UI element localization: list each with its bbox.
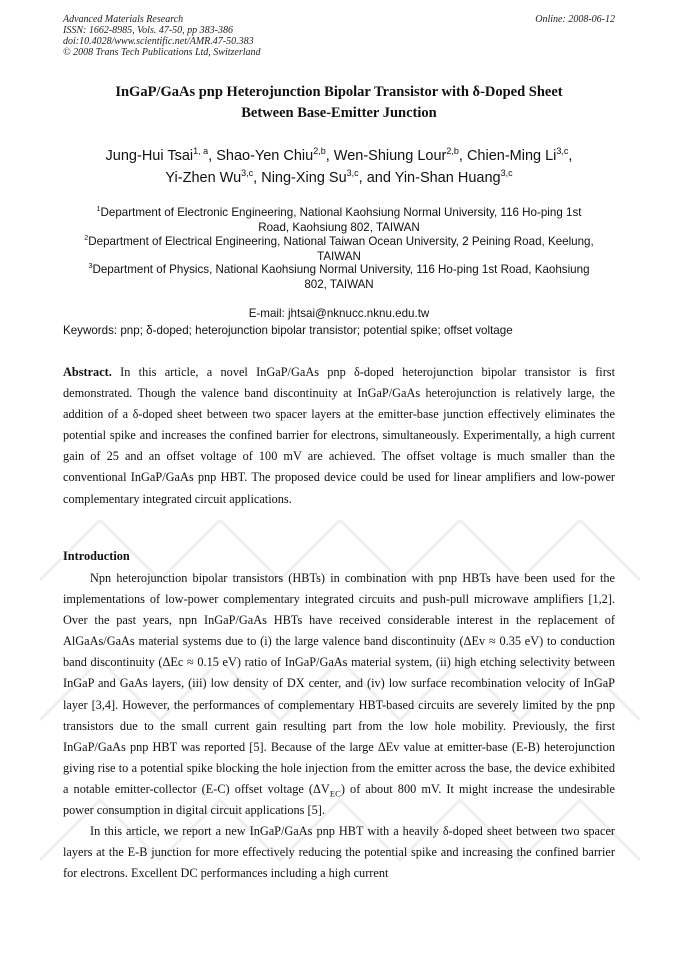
title-line-1: InGaP/GaAs pnp Heterojunction Bipolar Transistor with δ-Doped Sheet [115,84,563,100]
author: Yi-Zhen Wu$^{3,c}$ [165,168,254,186]
author: Wen-Shiung Lour$^{2,b}$ [333,146,459,164]
intro-paragraph-1: Npn heterojunction bipolar transistors (HBTs) in combination with pnp HBTs have been used for the implementations of low-power complementary integrated circuits and push-pull microwave amplifiers [1,2]. Over the past years, npn InGaP/GaAs HBTs have received considerable interest in the replacement of AlGaAs/GaAs material systems due to (i) the large valence band discontinuity (ΔEv ≈ 0.35 eV) to conduction band discontinuity (ΔEc ≈ 0.15 eV) ratio of InGaP/GaAs material system, (ii) high etching selectivity between InGaP and GaAs layers, (iii) low density of DX center, and (iv) low surface recombination velocity of InGaP layer [3,4]. However, the performances of complementary HBT-based circuits are severely limited by the pnp transistors due to the small current gain resulting part from the low hole mobility. Previously, the first InGaP/GaAs pnp HBT was reported [5]. Because of the large ΔEv value at emitter-base (E-B) heterojunction giving rise to a potential spike blocking the hole injection from the emitter across the base, the device exhibited a notable emitter-collector (E-C) offset voltage $(\Delta V_{EC})$ of about 800 mV. It might increase the undesirable power consumption in digital circuit applications [5]. [63,571,615,818]
author: Yin-Shan Huang$^{3,c}$ [394,168,513,186]
contact-email: E-mail: jhtsai@nknucc.nknu.edu.tw [248,307,430,320]
abstract-text: In this article, a novel InGaP/GaAs pnp δ-doped heterojunction bipolar transistor is first demonstrated. Though the valence band discontinuity at InGaP/GaAs heterojunction is relatively large, the addition of a δ-doped sheet between two spacer layers at the emitter-base junction effectively eliminates the potential spike and increases the confined barrier for electrons, simultaneously. Experimentally, a high current gain of 25 and an offset voltage of 100 mV are achieved. The offset voltage is much smaller than the conventional InGaP/GaAs pnp HBT. The proposed device could be used for linear amplifiers and low-power complementary integrated circuit applications. [63,365,615,506]
intro-paragraph-2: In this article, we report a new InGaP/GaAs pnp HBT with a heavily δ-doped sheet between two spacer layers at the E-B junction for more effectively reducing the potential spike and increasing the confined barrier for electrons. Excellent DC performances including a high current [63,824,615,881]
author-list: Jung-Hui Tsai$^{1, a}$, Shao-Yen Chiu$^{2,b}$, Wen-Shiung Lour$^{2,b}$, Chien-Ming Li$^{3,c}$, Yi-Zhen Wu$^{3,c}$, Ning-Xing Su$^{3,c}$, and Yin-Shan Huang$^{3,c}$ [105,146,573,186]
abstract [63,362,615,510]
journal-name: Advanced Materials Research [63,14,184,25]
keywords: Keywords: pnp; δ-doped; heterojunction bipolar transistor; potential spike; offset voltage [63,324,513,337]
paper-title [63,82,615,124]
author: Ning-Xing Su$^{3,c}$ [261,168,359,186]
abstract-label: Abstract. [63,365,112,379]
issn-line: ISSN: 1662-8985, Vols. 47-50, pp 383-386 [63,25,233,36]
author: Chien-Ming Li$^{3,c}$ [466,146,569,164]
author: Jung-Hui Tsai$^{1, a}$ [105,146,209,164]
delta-symbol: δ [472,84,481,100]
online-date: Online: 2008-06-12 [535,14,615,25]
affiliation-3: $^3$Department of Physics, National Kaohsiung Normal University, 116 Ho-ping 1st Road, Kaohsiung 802, TAIWAN [88,261,590,291]
journal-header [63,14,615,58]
affiliation-1: $^1$Department of Electronic Engineering, National Kaohsiung Normal University, 116 Ho-ping 1st Road, Kaohsiung 802, TAIWAN [96,204,582,234]
author: Shao-Yen Chiu$^{2,b}$ [216,146,326,164]
title-line-2: Between Base-Emitter Junction [241,105,437,121]
section-heading-introduction: Introduction [63,549,130,563]
doi-line: doi:10.4028/www.scientific.net/AMR.47-50.383 [63,36,254,47]
copyright-line: © 2008 Trans Tech Publications Ltd, Switzerland [63,47,261,58]
affiliation-2: $^2$Department of Electrical Engineering, National Taiwan Ocean University, 2 Peining Road, Keelung, TAIWAN [84,233,594,263]
